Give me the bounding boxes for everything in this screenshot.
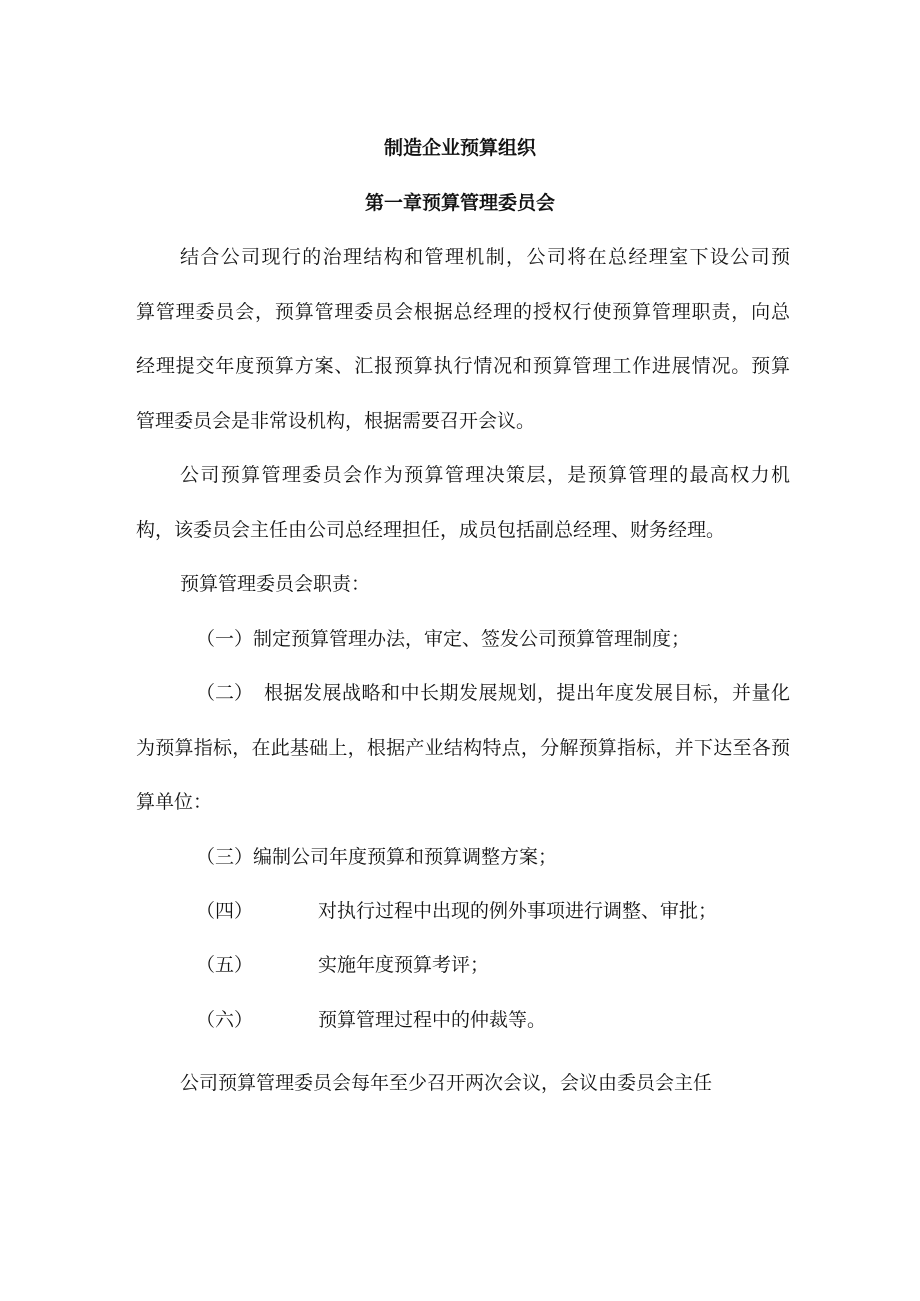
- list-item-number: （二）: [196, 682, 254, 704]
- document-title: 制造企业预算组织: [383, 137, 536, 159]
- paragraph-line: 算管理委员会，预算管理委员会根据总经理的授权行使预算管理职责，向总: [136, 301, 790, 323]
- paragraph-line: 管理委员会是非常设机构，根据需要召开会议。: [136, 410, 536, 432]
- duties-heading: 预算管理委员会职责：: [180, 573, 371, 595]
- list-item-number: （四）: [196, 900, 254, 922]
- paragraph-line: 结合公司现行的治理结构和管理机制，公司将在总经理室下设公司预: [180, 246, 790, 268]
- list-item-text: 根据发展战略和中长期发展规划，提出年度发展目标，并量化: [264, 682, 790, 704]
- list-item-text: 对执行过程中出现的例外事项进行调整、审批；: [318, 900, 718, 922]
- chapter-heading: 第一章预算管理委员会: [364, 192, 555, 214]
- list-item-number: （六）: [196, 1009, 254, 1031]
- paragraph-line: 公司预算管理委员会每年至少召开两次会议，会议由委员会主任: [180, 1072, 713, 1094]
- paragraph-line: 公司预算管理委员会作为预算管理决策层，是预算管理的最高权力机: [180, 464, 790, 486]
- paragraph-line: 经理提交年度预算方案、汇报预算执行情况和预算管理工作进展情况。预算: [136, 355, 790, 377]
- list-item-text: 预算管理过程中的仲裁等。: [318, 1009, 547, 1031]
- list-item-text: 算单位：: [136, 791, 213, 813]
- list-item: （三）编制公司年度预算和预算调整方案；: [196, 846, 558, 868]
- list-item-text: 实施年度预算考评；: [318, 954, 490, 976]
- list-item: （一）制定预算管理办法，审定、签发公司预算管理制度；: [196, 628, 691, 650]
- list-item-number: （五）: [196, 954, 254, 976]
- list-item-text: 为预算指标，在此基础上，根据产业结构特点，分解预算指标，并下达至各预: [136, 737, 790, 759]
- paragraph-line: 构，该委员会主任由公司总经理担任，成员包括副总经理、财务经理。: [136, 519, 726, 541]
